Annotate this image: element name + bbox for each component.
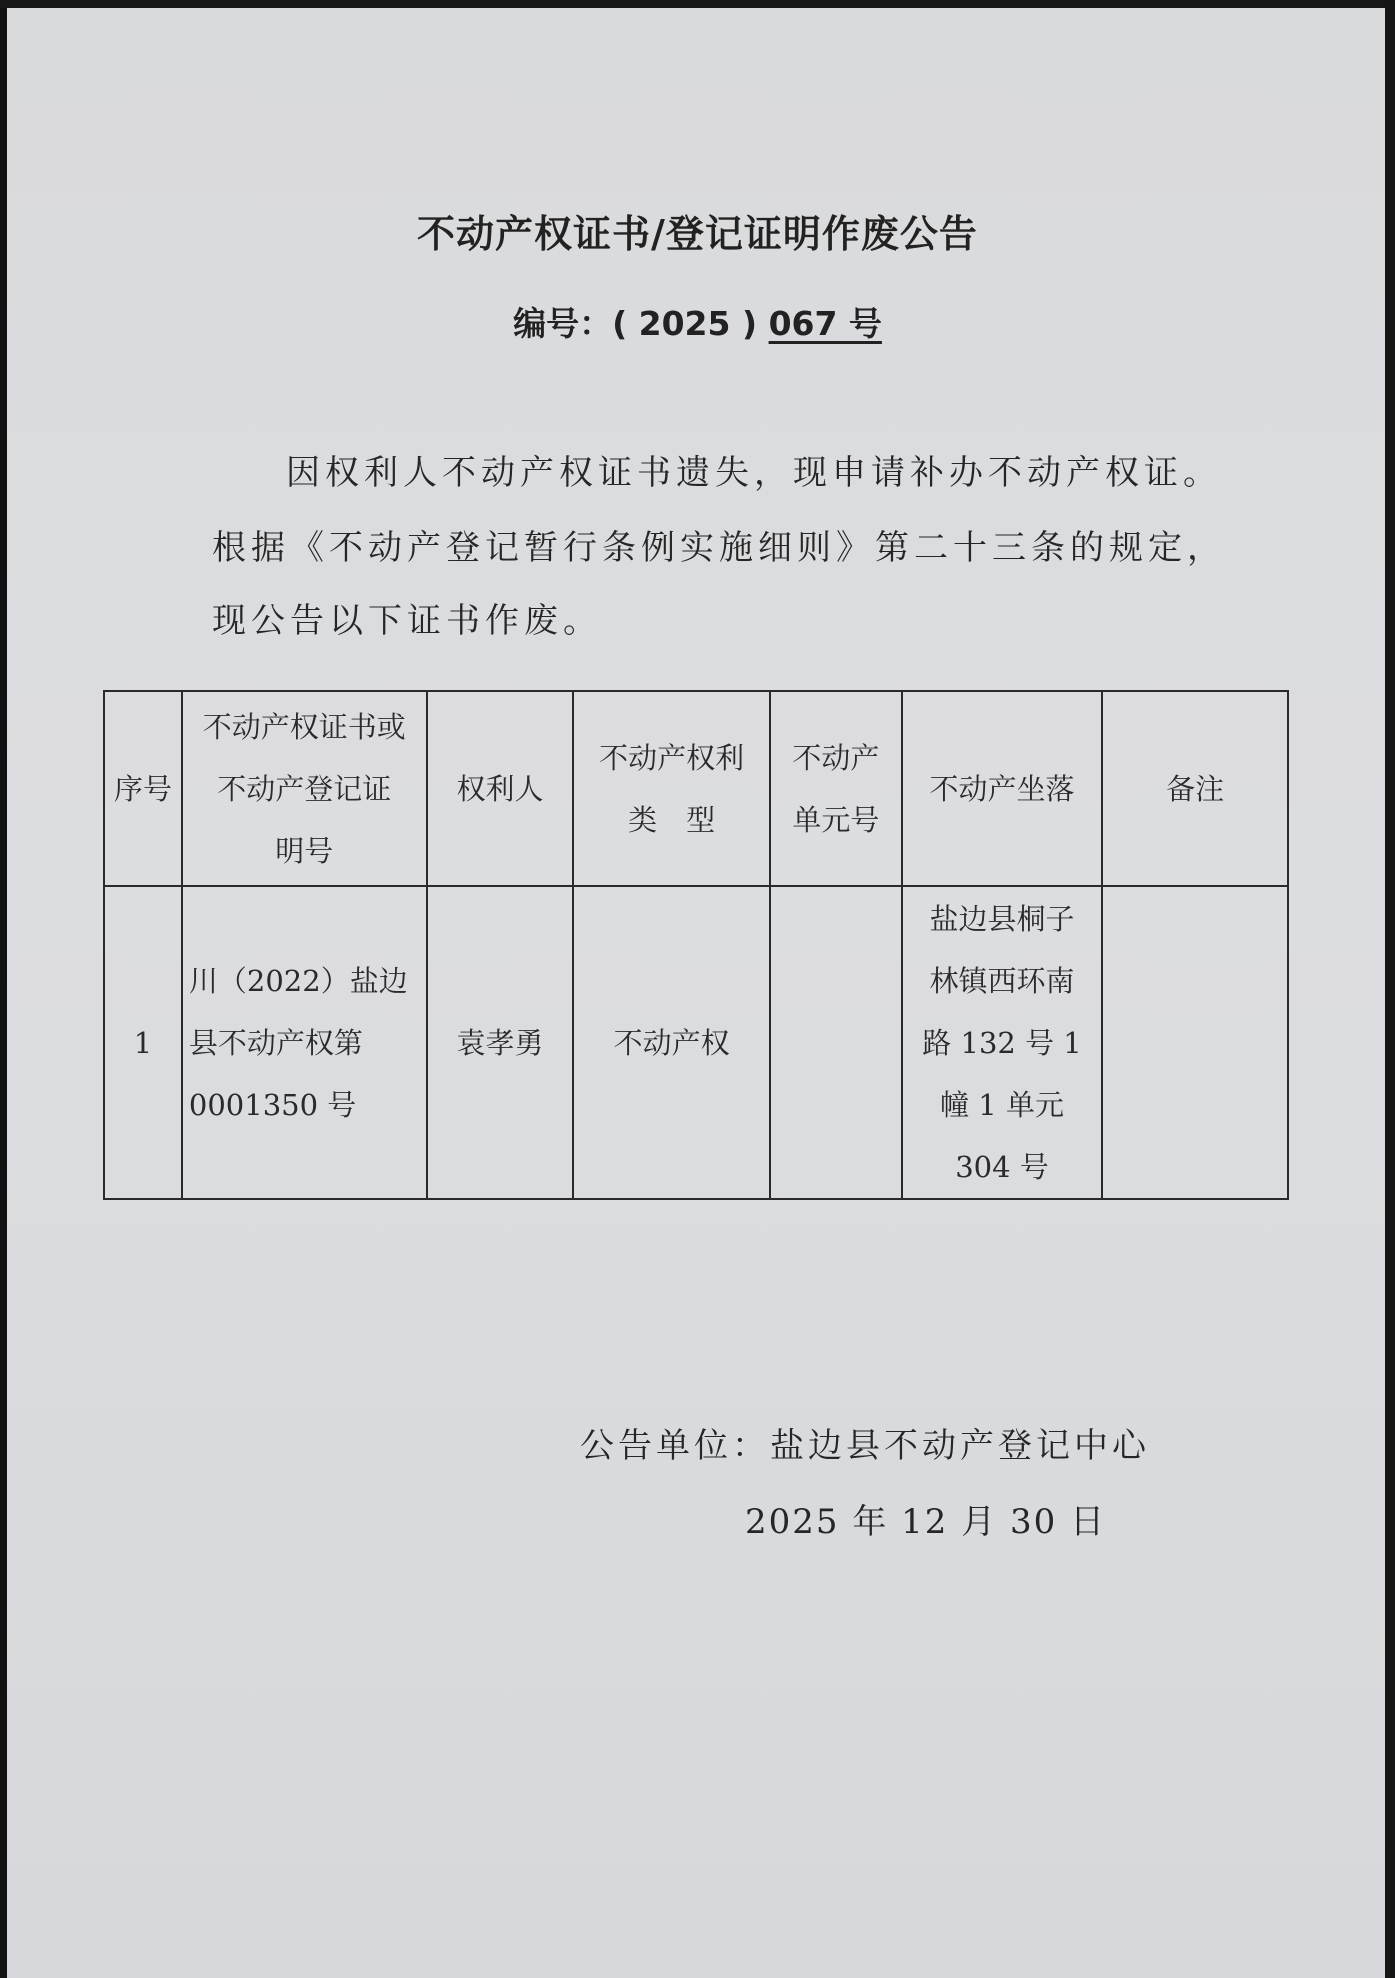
- notice-number-value: 067 号: [768, 304, 882, 343]
- header-cert-no-line: 不动产登记证: [217, 771, 392, 806]
- body-line-1: 因权利人不动产权证书遗失，现申请补办不动产权证。: [286, 453, 1222, 493]
- issue-date: 2025 年 12 月 30 日: [745, 1502, 1107, 1542]
- cell-location-line: 幢 1 单元: [940, 1087, 1064, 1122]
- header-right-type-line: 类 型: [628, 802, 716, 837]
- cell-right-type: 不动产权: [573, 886, 770, 1199]
- cell-location: [902, 886, 1103, 1199]
- page-top-edge: [0, 0, 1395, 8]
- cell-cert-no-line: 0001350 号: [188, 1087, 357, 1122]
- table-header-row: [104, 691, 1288, 886]
- header-unit-no-line: 不动产: [792, 740, 880, 775]
- cell-seq: 1: [104, 886, 182, 1199]
- header-cert-no-line: 明号: [275, 833, 334, 868]
- header-right-type-line: 不动产权利: [599, 740, 745, 775]
- cell-location-line: 304 号: [955, 1149, 1049, 1184]
- header-unit-no-line: 单元号: [792, 802, 880, 837]
- header-cert-no-line: 不动产权证书或: [202, 709, 406, 744]
- cell-cert-no: [182, 886, 427, 1199]
- cell-location-line: 路 132 号 1: [922, 1025, 1082, 1060]
- cell-cert-no-line: 县不动产权第: [188, 1025, 363, 1060]
- body-line-2: 根据《不动产登记暂行条例实施细则》第二十三条的规定，: [212, 528, 1226, 568]
- header-holder: 权利人: [427, 691, 574, 886]
- cell-holder: 袁孝勇: [427, 886, 574, 1199]
- header-cert-no: [182, 691, 427, 886]
- cell-location-line: 林镇西环南: [929, 963, 1075, 998]
- header-unit-no: [770, 691, 902, 886]
- cell-location-line: 盐边县桐子: [929, 901, 1075, 936]
- header-remark: 备注: [1102, 691, 1288, 886]
- header-location: 不动产坐落: [902, 691, 1103, 886]
- cell-unit-no: [770, 886, 902, 1199]
- cell-cert-no-line: 川（2022）盐边: [188, 963, 408, 998]
- notice-number-prefix: 编号：( 2025 ): [513, 304, 758, 343]
- header-seq: 序号: [104, 691, 182, 886]
- void-certificate-table: [103, 690, 1289, 1200]
- header-right-type: [573, 691, 770, 886]
- body-line-3: 现公告以下证书作废。: [212, 601, 602, 641]
- cell-remark: [1102, 886, 1288, 1199]
- notice-number: [0, 298, 1395, 345]
- notice-title: 不动产权证书/登记证明作废公告: [417, 212, 978, 256]
- issuing-unit: 公告单位：盐边县不动产登记中心: [580, 1426, 1150, 1466]
- table-row: [104, 886, 1288, 1199]
